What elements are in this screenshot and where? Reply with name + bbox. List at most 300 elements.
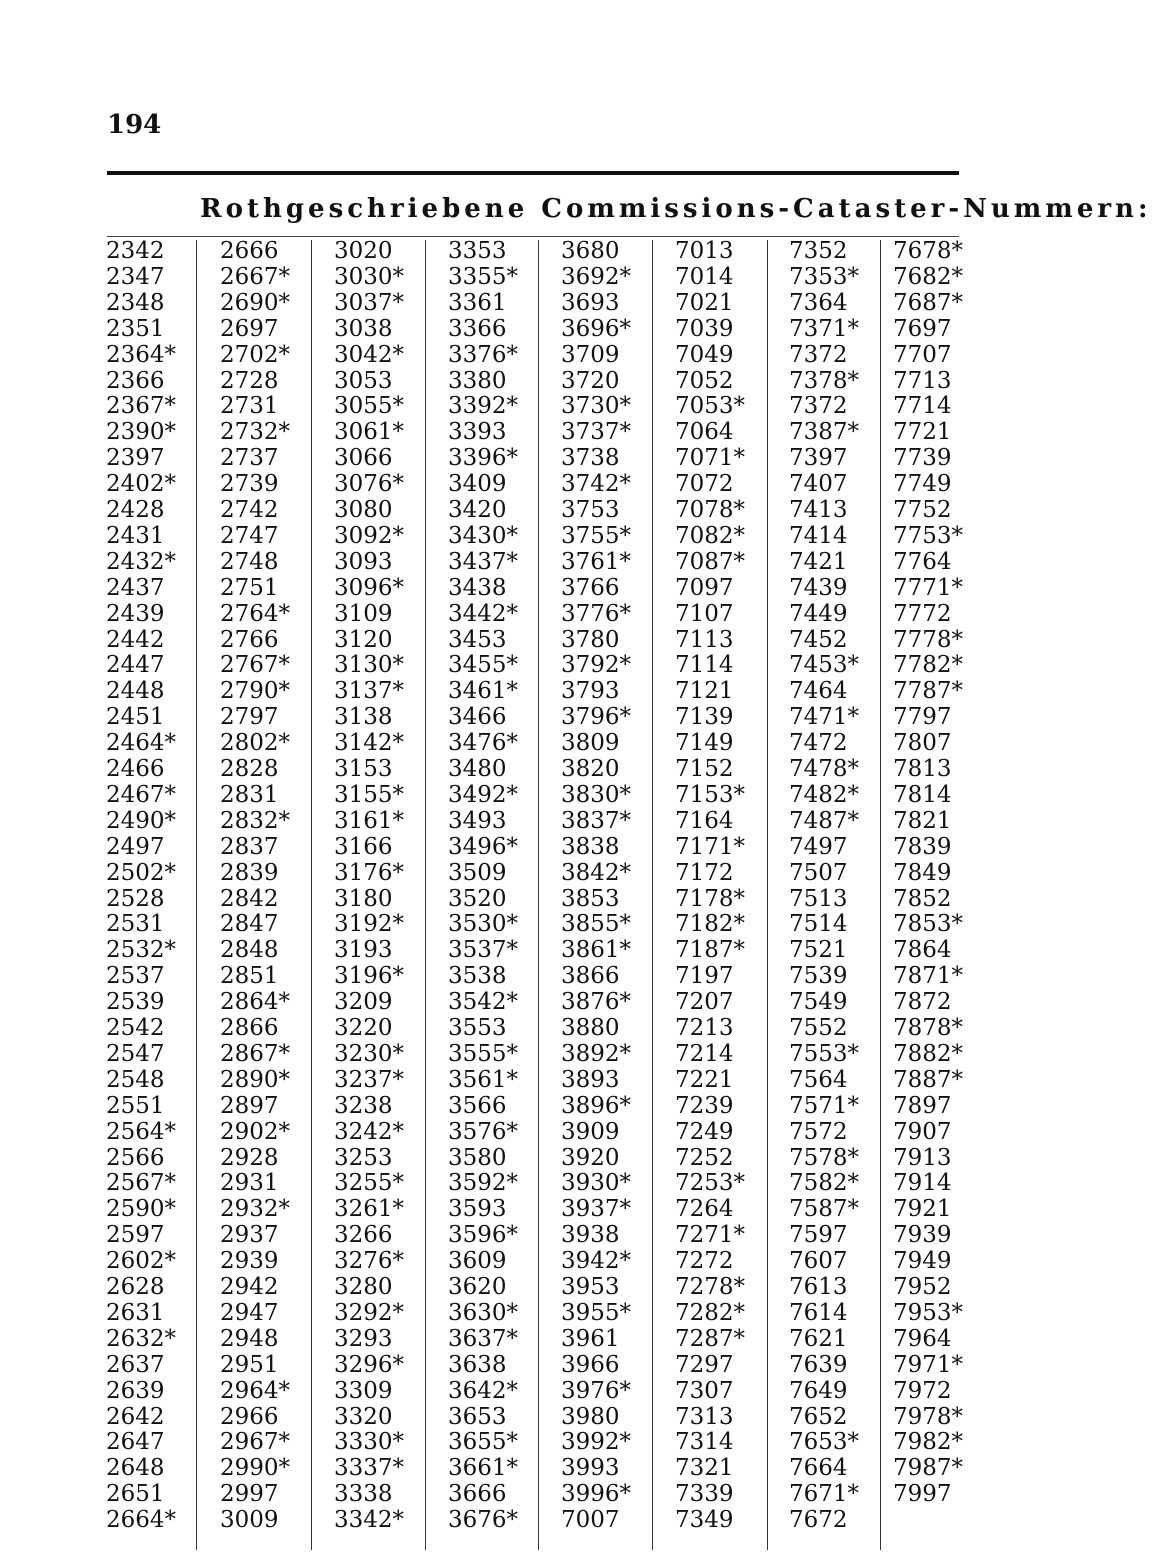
cataster-number: 7307 [675,1377,734,1404]
cataster-number: 7407 [789,471,848,498]
cataster-number: 2539 [106,989,165,1016]
cataster-number: 3530* [448,911,519,938]
cataster-number: 7521 [789,937,848,964]
cataster-number: 7053* [675,393,746,420]
cataster-number: 7121 [675,678,734,705]
cataster-number: 2990* [220,1455,291,1482]
cataster-number: 3509 [448,859,507,886]
cataster-number: 3737* [561,419,632,446]
cataster-number: 3437* [448,548,519,575]
cataster-number: 7349 [675,1507,734,1534]
cataster-number: 3276* [334,1248,405,1275]
cataster-number: 3280 [334,1274,393,1300]
cataster-number: 2832* [220,807,291,834]
number-table [103,238,963,1553]
cataster-number: 3653 [448,1403,507,1430]
cataster-number: 3496* [448,833,519,860]
cataster-number: 7014 [675,263,734,290]
cataster-number: 3442* [448,600,519,627]
cataster-number: 3937* [561,1196,632,1223]
cataster-number: 3030* [334,263,405,290]
cataster-number: 2502* [106,859,177,886]
cataster-number: 7353* [789,263,860,290]
cataster-number: 3493 [448,807,507,834]
cataster-number: 7752 [893,497,952,523]
cataster-number: 2547 [106,1040,165,1067]
cataster-number: 7449 [789,600,848,627]
cataster-number: 3861* [561,937,632,964]
cataster-number: 3420 [448,497,507,523]
cataster-number: 2866 [220,1015,279,1041]
cataster-number: 3430* [448,522,519,549]
cataster-number: 3596* [448,1222,519,1249]
cataster-number: 2890* [220,1066,291,1093]
cataster-number: 3742* [561,471,632,498]
cataster-number: 7153* [675,781,746,808]
cataster-number: 7387* [789,419,860,446]
cataster-number: 3093 [334,548,393,575]
column-separator [652,240,653,1550]
cataster-number: 2397 [106,445,165,472]
cataster-number: 3266 [334,1222,393,1249]
cataster-number: 2564* [106,1118,177,1145]
cataster-number: 3320 [334,1403,393,1430]
cataster-number: 7913 [893,1144,952,1171]
cataster-number: 7464 [789,678,848,705]
cataster-number: 7052 [675,367,734,394]
cataster-number: 3980 [561,1403,620,1430]
cataster-number: 7953* [893,1299,964,1326]
cataster-number: 3853 [561,885,620,912]
cataster-number: 2364* [106,341,177,368]
cataster-number: 2647 [106,1429,165,1456]
cataster-number: 2967* [220,1429,291,1456]
cataster-number: 2437 [106,574,165,601]
cataster-number: 3092* [334,522,405,549]
cataster-number: 7649 [789,1377,848,1404]
cataster-number: 3355* [448,263,519,290]
cataster-number: 2490* [106,807,177,834]
cataster-number: 2667* [220,263,291,290]
cataster-number: 7907 [893,1118,952,1145]
cataster-number: 2951 [220,1351,279,1378]
cataster-number: 3996* [561,1481,632,1508]
cataster-number: 7772 [893,600,952,627]
cataster-number: 7372 [789,393,848,420]
cataster-number: 7914 [893,1170,952,1197]
cataster-number: 3009 [220,1507,279,1534]
cataster-number: 2402* [106,471,177,498]
cataster-number: 3020 [334,238,393,264]
cataster-number: 2932* [220,1196,291,1223]
cataster-number: 3061* [334,419,405,446]
cataster-number: 2847 [220,911,279,938]
cataster-number: 3242* [334,1118,405,1145]
cataster-number: 3466 [448,704,507,731]
cataster-number: 3542* [448,989,519,1016]
cataster-number: 3337* [334,1455,405,1482]
cataster-number: 2837 [220,833,279,860]
cataster-number: 7352 [789,238,848,264]
cataster-number: 7553* [789,1040,860,1067]
cataster-number: 3738 [561,445,620,472]
cataster-number: 7221 [675,1066,734,1093]
cataster-number: 7978* [893,1403,964,1430]
cataster-number: 7753* [893,522,964,549]
cataster-number: 7849 [893,859,952,886]
cataster-number: 3876* [561,989,632,1016]
cataster-number: 3342* [334,1507,405,1534]
cataster-number: 3293 [334,1325,393,1352]
cataster-number: 3655* [448,1429,519,1456]
cataster-number: 3920 [561,1144,620,1171]
cataster-number: 2632* [106,1325,177,1352]
cataster-number: 7807 [893,730,952,757]
cataster-number: 7253* [675,1170,746,1197]
cataster-number: 7613 [789,1274,848,1300]
cataster-number: 3238 [334,1092,393,1119]
cataster-number: 3555* [448,1040,519,1067]
cataster-number: 7814 [893,781,952,808]
cataster-number: 3109 [334,600,393,627]
cataster-number: 2728 [220,367,279,394]
cataster-number: 2451 [106,704,165,731]
cataster-number: 7113 [675,626,734,653]
cataster-number: 2747 [220,522,279,549]
cataster-number: 2651 [106,1481,165,1508]
cataster-number: 3880 [561,1015,620,1041]
cataster-number: 3066 [334,445,393,472]
cataster-number: 3361 [448,289,507,316]
cataster-number: 3609 [448,1248,507,1275]
cataster-number: 2642 [106,1403,165,1430]
cataster-number: 7997 [893,1481,952,1508]
cataster-number: 2664* [106,1507,177,1534]
cataster-number: 3380 [448,367,507,394]
cataster-number: 3855* [561,911,632,938]
cataster-number: 3620 [448,1274,507,1300]
cataster-number: 3392* [448,393,519,420]
cataster-number: 7471* [789,704,860,731]
cataster-number: 3209 [334,989,393,1016]
cataster-number: 3553 [448,1015,507,1041]
cataster-number: 3592* [448,1170,519,1197]
cataster-number: 3038 [334,315,393,342]
cataster-number: 7413 [789,497,848,523]
cataster-number: 2497 [106,833,165,860]
cataster-number: 7939 [893,1222,952,1249]
cataster-number: 7139 [675,704,734,731]
cataster-number: 2864* [220,989,291,1016]
page-number: 194 [107,110,162,140]
cataster-number: 3842* [561,859,632,886]
cataster-number: 2348 [106,289,165,316]
cataster-number: 3820 [561,756,620,782]
cataster-number: 7539 [789,963,848,990]
cataster-number: 2566 [106,1144,165,1171]
cataster-number: 7739 [893,445,952,472]
cataster-number: 3520 [448,885,507,912]
cataster-number: 3192* [334,911,405,938]
cataster-number: 3492* [448,781,519,808]
cataster-number: 3438 [448,574,507,601]
cataster-number: 2731 [220,393,279,420]
cataster-number: 2767* [220,652,291,679]
cataster-number: 7297 [675,1351,734,1378]
cataster-number: 3993 [561,1455,620,1482]
cataster-number: 7313 [675,1403,734,1430]
cataster-number: 7214 [675,1040,734,1067]
cataster-number: 7513 [789,885,848,912]
cataster-number: 7971* [893,1351,964,1378]
cataster-number: 3976* [561,1377,632,1404]
cataster-number: 2464* [106,730,177,757]
cataster-number: 2639 [106,1377,165,1404]
cataster-number: 3637* [448,1325,519,1352]
cataster-number: 3193 [334,937,393,964]
cataster-number: 7787* [893,678,964,705]
cataster-number: 7871* [893,963,964,990]
cataster-number: 2347 [106,263,165,290]
cataster-number: 3593 [448,1196,507,1223]
cataster-number: 2848 [220,937,279,964]
cataster-number: 3180 [334,885,393,912]
cataster-number: 3796* [561,704,632,731]
cataster-number: 7853* [893,911,964,938]
cataster-number: 3896* [561,1092,632,1119]
cataster-number: 3037* [334,289,405,316]
cataster-number: 3642* [448,1377,519,1404]
cataster-number: 7607 [789,1248,848,1275]
cataster-number: 3938 [561,1222,620,1249]
column-separator [538,240,539,1550]
cataster-number: 3096* [334,574,405,601]
cataster-number: 2551 [106,1092,165,1119]
cataster-number: 7697 [893,315,952,342]
cataster-number: 7072 [675,471,734,498]
cataster-number: 3461* [448,678,519,705]
cataster-number: 7378* [789,367,860,394]
cataster-number: 3292* [334,1299,405,1326]
cataster-number: 7797 [893,704,952,731]
cataster-number: 3153 [334,756,393,782]
cataster-number: 3220 [334,1015,393,1041]
cataster-number: 7614 [789,1299,848,1326]
cataster-number: 7071* [675,445,746,472]
cataster-number: 2742 [220,497,279,523]
cataster-number: 3538 [448,963,507,990]
cataster-number: 7271* [675,1222,746,1249]
cataster-number: 7013 [675,238,734,264]
cataster-number: 2690* [220,289,291,316]
cataster-number: 3261* [334,1196,405,1223]
cataster-number: 7197 [675,963,734,990]
cataster-number: 2466 [106,756,165,782]
cataster-number: 2567* [106,1170,177,1197]
cataster-number: 7107 [675,600,734,627]
cataster-number: 3480 [448,756,507,782]
cataster-number: 2531 [106,911,165,938]
cataster-number: 7472 [789,730,848,757]
cataster-number: 7949 [893,1248,952,1275]
cataster-number: 3176* [334,859,405,886]
cataster-number: 7864 [893,937,952,964]
cataster-number: 7749 [893,471,952,498]
cataster-number: 3720 [561,367,620,394]
cataster-number: 2802* [220,730,291,757]
cataster-number: 7087* [675,548,746,575]
cataster-number: 3120 [334,626,393,653]
cataster-number: 7397 [789,445,848,472]
cataster-number: 7452 [789,626,848,653]
cataster-number: 7707 [893,341,952,368]
cataster-number: 2602* [106,1248,177,1275]
cataster-number: 2448 [106,678,165,705]
cataster-number: 7549 [789,989,848,1016]
cataster-number: 3393 [448,419,507,446]
cataster-number: 7972 [893,1377,952,1404]
cataster-number: 7371* [789,315,860,342]
cataster-number: 3992* [561,1429,632,1456]
cataster-number: 7671* [789,1481,860,1508]
cataster-number: 3230* [334,1040,405,1067]
cataster-number: 7182* [675,911,746,938]
cataster-number: 2897 [220,1092,279,1119]
cataster-number: 3042* [334,341,405,368]
cataster-number: 2942 [220,1274,279,1300]
cataster-number: 7064 [675,419,734,446]
cataster-number: 3055* [334,393,405,420]
cataster-number: 2467* [106,781,177,808]
cataster-number: 7813 [893,756,952,782]
cataster-number: 3793 [561,678,620,705]
cataster-number: 3455* [448,652,519,679]
cataster-number: 3730* [561,393,632,420]
cataster-number: 3561* [448,1066,519,1093]
cataster-number: 2831 [220,781,279,808]
cataster-number: 7564 [789,1066,848,1093]
cataster-number: 2537 [106,963,165,990]
cataster-number: 3161* [334,807,405,834]
cataster-number: 2764* [220,600,291,627]
cataster-number: 7114 [675,652,734,679]
cataster-number: 2851 [220,963,279,990]
cataster-number: 3696* [561,315,632,342]
cataster-number: 7021 [675,289,734,316]
cataster-number: 3338 [334,1481,393,1508]
cataster-number: 3138 [334,704,393,731]
cataster-number: 7007 [561,1507,620,1534]
cataster-number: 3137* [334,678,405,705]
cataster-number: 7264 [675,1196,734,1223]
cataster-number: 7782* [893,652,964,679]
cataster-number: 7439 [789,574,848,601]
cataster-number: 2997 [220,1481,279,1508]
cataster-number: 7252 [675,1144,734,1171]
cataster-number: 2839 [220,859,279,886]
cataster-number: 3809 [561,730,620,757]
cataster-number: 3638 [448,1351,507,1378]
cataster-number: 2439 [106,600,165,627]
cataster-number: 3296* [334,1351,405,1378]
cataster-number: 3409 [448,471,507,498]
cataster-number: 3942* [561,1248,632,1275]
cataster-number: 7987* [893,1455,964,1482]
cataster-number: 2648 [106,1455,165,1482]
cataster-number: 7839 [893,833,952,860]
cataster-number: 2928 [220,1144,279,1171]
cataster-number: 2964* [220,1377,291,1404]
cataster-number: 3253 [334,1144,393,1171]
column-separator [311,240,312,1550]
cataster-number: 3053 [334,367,393,394]
cataster-number: 3776* [561,600,632,627]
cataster-number: 3680 [561,238,620,264]
cataster-number: 2367* [106,393,177,420]
cataster-number: 2532* [106,937,177,964]
cataster-number: 3753 [561,497,620,523]
cataster-number: 7478* [789,756,860,782]
cataster-number: 2737 [220,445,279,472]
cataster-number: 7287* [675,1325,746,1352]
cataster-number: 7164 [675,807,734,834]
cataster-number: 7582* [789,1170,860,1197]
cataster-number: 2342 [106,238,165,264]
cataster-number: 3476* [448,730,519,757]
cataster-number: 7597 [789,1222,848,1249]
cataster-number: 3255* [334,1170,405,1197]
cataster-number: 3155* [334,781,405,808]
cataster-number: 7372 [789,341,848,368]
cataster-number: 3761* [561,548,632,575]
cataster-number: 3666 [448,1481,507,1508]
cataster-number: 7587* [789,1196,860,1223]
cataster-number: 2637 [106,1351,165,1378]
cataster-number: 7272 [675,1248,734,1275]
cataster-number: 7149 [675,730,734,757]
cataster-number: 7771* [893,574,964,601]
cataster-number: 7453* [789,652,860,679]
cataster-number: 2748 [220,548,279,575]
cataster-number: 7364 [789,289,848,316]
cataster-number: 2842 [220,885,279,912]
cataster-number: 7171* [675,833,746,860]
cataster-number: 7778* [893,626,964,653]
cataster-number: 7678* [893,238,964,264]
cataster-number: 3580 [448,1144,507,1171]
cataster-number: 7514 [789,911,848,938]
cataster-number: 7682* [893,263,964,290]
column-separator [767,240,768,1550]
cataster-number: 7321 [675,1455,734,1482]
cataster-number: 2428 [106,497,165,523]
cataster-number: 2390* [106,419,177,446]
cataster-number: 7049 [675,341,734,368]
cataster-number: 3953 [561,1274,620,1300]
cataster-number: 3661* [448,1455,519,1482]
cataster-number: 7664 [789,1455,848,1482]
cataster-number: 2751 [220,574,279,601]
cataster-number: 3792* [561,652,632,679]
cataster-number: 7764 [893,548,952,575]
cataster-number: 7921 [893,1196,952,1223]
cataster-number: 7421 [789,548,848,575]
cataster-number: 2590* [106,1196,177,1223]
cataster-number: 3766 [561,574,620,601]
cataster-number: 7878* [893,1015,964,1041]
cataster-number: 7552 [789,1015,848,1041]
cataster-number: 7713 [893,367,952,394]
